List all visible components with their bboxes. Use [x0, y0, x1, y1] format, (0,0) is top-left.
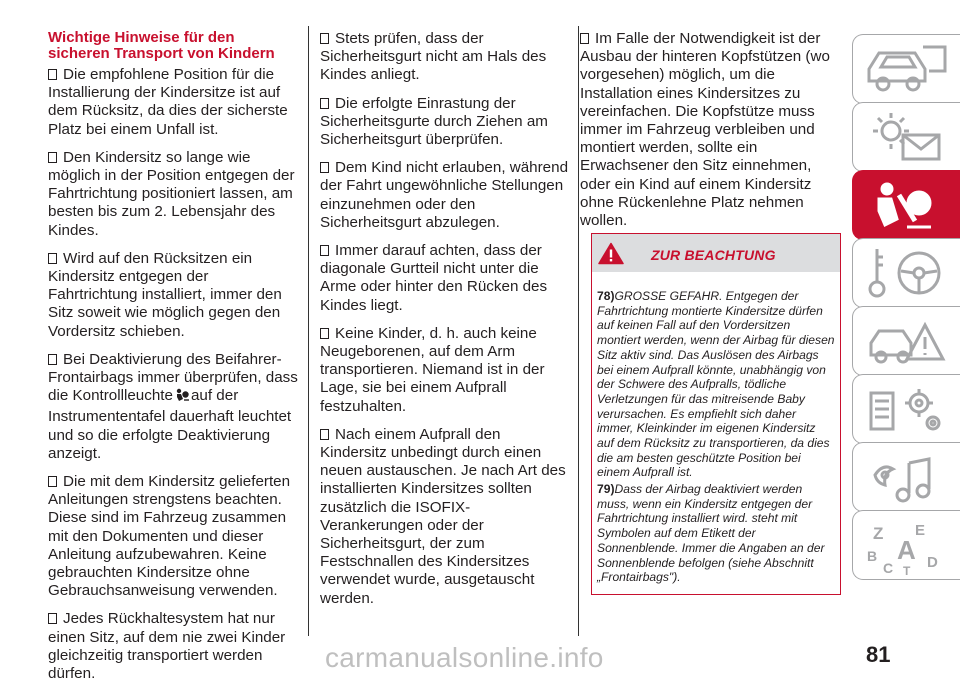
watermark-text: carmanualsonline.info — [325, 642, 604, 673]
svg-text:A: A — [897, 535, 916, 565]
svg-text:T: T — [903, 564, 911, 575]
checkbox-bullet-icon — [48, 476, 57, 487]
text-column-2 — [320, 30, 568, 618]
svg-text:B: B — [867, 548, 878, 564]
text-column-1 — [48, 30, 298, 693]
checkbox-bullet-icon — [48, 152, 57, 163]
tab-warning-lights[interactable] — [852, 102, 960, 172]
warning-lights-icon — [863, 109, 951, 167]
svg-text:D: D — [927, 554, 938, 571]
tab-knowing-vehicle[interactable] — [852, 34, 960, 104]
checkbox-bullet-icon — [48, 253, 57, 264]
bullet-item: Jedes Rückhaltesystem hat nur einen Sitz, auf dem nie zwei Kinder gleichzeitig transportiert werden dürfen. — [48, 610, 286, 683]
warning-title: ZUR BEACHTUNG — [651, 247, 776, 263]
checkbox-bullet-icon — [320, 162, 329, 173]
tab-safety[interactable] — [852, 170, 960, 240]
bullet-item: Den Kindersitz so lange wie möglich in der Position entgegen der Fahrtrichtung positioniert lassen, am besten bis zum 2. Lebensjahr des Kindes. — [48, 148, 295, 239]
text-column-3 — [580, 30, 842, 240]
checkbox-bullet-icon — [320, 429, 329, 440]
svg-text:E: E — [915, 522, 926, 539]
checkbox-bullet-icon — [48, 613, 57, 624]
checkbox-bullet-icon — [320, 245, 329, 256]
column-divider — [308, 26, 309, 636]
bullet-item: Nach einem Aufprall den Kindersitz unbedingt durch einen neuen austauschen. Je nach Art des installierten Kindersitzes sollten zusätzlich die ISOFIX-Verankerungen oder der Sicherheitsgurt, der zum Festschnallen des Kindersitzes verwendet wurde, ausgetauscht werden. — [320, 425, 566, 607]
index-icon — [863, 517, 951, 575]
airbag-off-warning-light-icon — [174, 388, 190, 408]
warning-box — [591, 233, 841, 595]
checkbox-bullet-icon — [48, 69, 57, 80]
warning-note: 78)GROSSE GEFAHR. Entgegen der Fahrtrichtung montierte Kindersitze dürfen auf keinen Fall auf den Vordersitzen montiert werden, wenn der Airbag für diesen Sitz aktiv sind. Das Auslösen des Airbags bei einem Aufprall könnte, unabhängig von der Schwere des Aufpralls, tödliche Verletzungen für das mitreisende Baby verursachen. Es empfiehlt sich daher immer, Kleinkinder im eigenen Kindersitz auf dem Rücksitz zu transportieren, da dies die am besten geschützte Position bei einem Aufprall ist. — [597, 289, 835, 480]
key-steering-icon — [863, 245, 951, 303]
multimedia-icon — [863, 449, 951, 507]
bullet-item: Stets prüfen, dass der Sicherheitsgurt nicht am Hals des Kindes anliegt. — [320, 30, 547, 84]
bullet-item: Die mit dem Kindersitz gelieferten Anleitungen strengstens beachten. Diese sind im Fahrzeug zusammen mit den Dokumenten und dieser Anleitung aufzubewahren. Keine gebrauchten Kindersitze ohne Gebrauchsanweisung verwenden. — [48, 473, 291, 600]
bullet-item: Immer darauf achten, dass der diagonale Gurtteil nicht unter die Arme oder hinter den Rücken des Kindes liegt. — [320, 242, 548, 314]
bullet-item: Bei Deaktivierung des Beifahrer-Frontairbags immer überprüfen, dass die Kontrollleuchte auf der Instrumententafel dauerhaft leuchtet und so die erfolgte Deaktivierung anzeigt. — [48, 350, 298, 462]
svg-text:C: C — [883, 560, 894, 575]
checkbox-bullet-icon — [320, 33, 329, 44]
tab-index[interactable] — [852, 510, 960, 580]
tab-multimedia[interactable] — [852, 442, 960, 512]
bullet-item: Die erfolgte Einrastung der Sicherheitsgurte durch Ziehen am Sicherheitsgurt überprüfen. — [320, 94, 548, 149]
tab-starting-driving[interactable] — [852, 238, 960, 308]
checkbox-bullet-icon — [320, 328, 329, 339]
checkbox-bullet-icon — [320, 98, 329, 109]
maintenance-icon — [863, 381, 951, 439]
car-icon — [863, 41, 951, 99]
column-divider — [578, 26, 579, 636]
warning-note: 79)Dass der Airbag deaktiviert werden muss, wenn ein Kindersitz entgegen der Fahrtrichtung installiert wird. steht mit Symbolen auf dem Etikett der Sonnenblende. Immer die Angaben an der Sonnenblende befolgen (siehe Abschnitt „Frontairbags"). — [597, 482, 825, 585]
tab-maintenance[interactable] — [852, 374, 960, 444]
emergency-icon — [863, 313, 951, 371]
bullet-item: Die empfohlene Position für die Installierung der Kindersitze ist auf dem Rücksitz, da dies der sicherste Platz bei einem Unfall ist. — [48, 66, 288, 138]
warning-triangle-icon — [598, 242, 624, 270]
bullet-item: Dem Kind nicht erlauben, während der Fahrt ungewöhnliche Stellungen einzunehmen oder den Sicherheitsgurt abzulegen. — [320, 159, 569, 231]
safety-airbag-icon — [863, 177, 951, 235]
svg-text:Z: Z — [873, 524, 884, 543]
tab-emergency[interactable] — [852, 306, 960, 376]
page-number: 81 — [866, 642, 891, 667]
warning-header — [592, 234, 840, 272]
bullet-item: Keine Kinder, d. h. auch keine Neugeborenen, auf dem Arm transportieren. Niemand ist in der Lage, sie bei einem Aufprall festzuhalten. — [320, 324, 545, 415]
checkbox-bullet-icon — [48, 354, 57, 365]
bullet-item: Wird auf den Rücksitzen ein Kindersitz entgegen der Fahrtrichtung installiert, immer den Sitz soweit wie möglich gegen den Vordersitz schieben. — [48, 249, 282, 340]
bullet-item: Im Falle der Notwendigkeit ist der Ausbau der hinteren Kopfstützen (wo vorgesehen) möglich, um die Installation eines Kindersitzes zu vereinfachen. Die Kopfstütze muss immer im Fahrzeug verbleiben und montiert werden, sollte ein Erwachsener den Sitz einnehmen, oder ein Kind auf einem Kindersitz ohne Rückenlehne Platz nehmen wollen. — [580, 30, 830, 230]
checkbox-bullet-icon — [580, 33, 589, 44]
section-heading: Wichtige Hinweise für den sicheren Transport von Kindern — [48, 29, 275, 62]
